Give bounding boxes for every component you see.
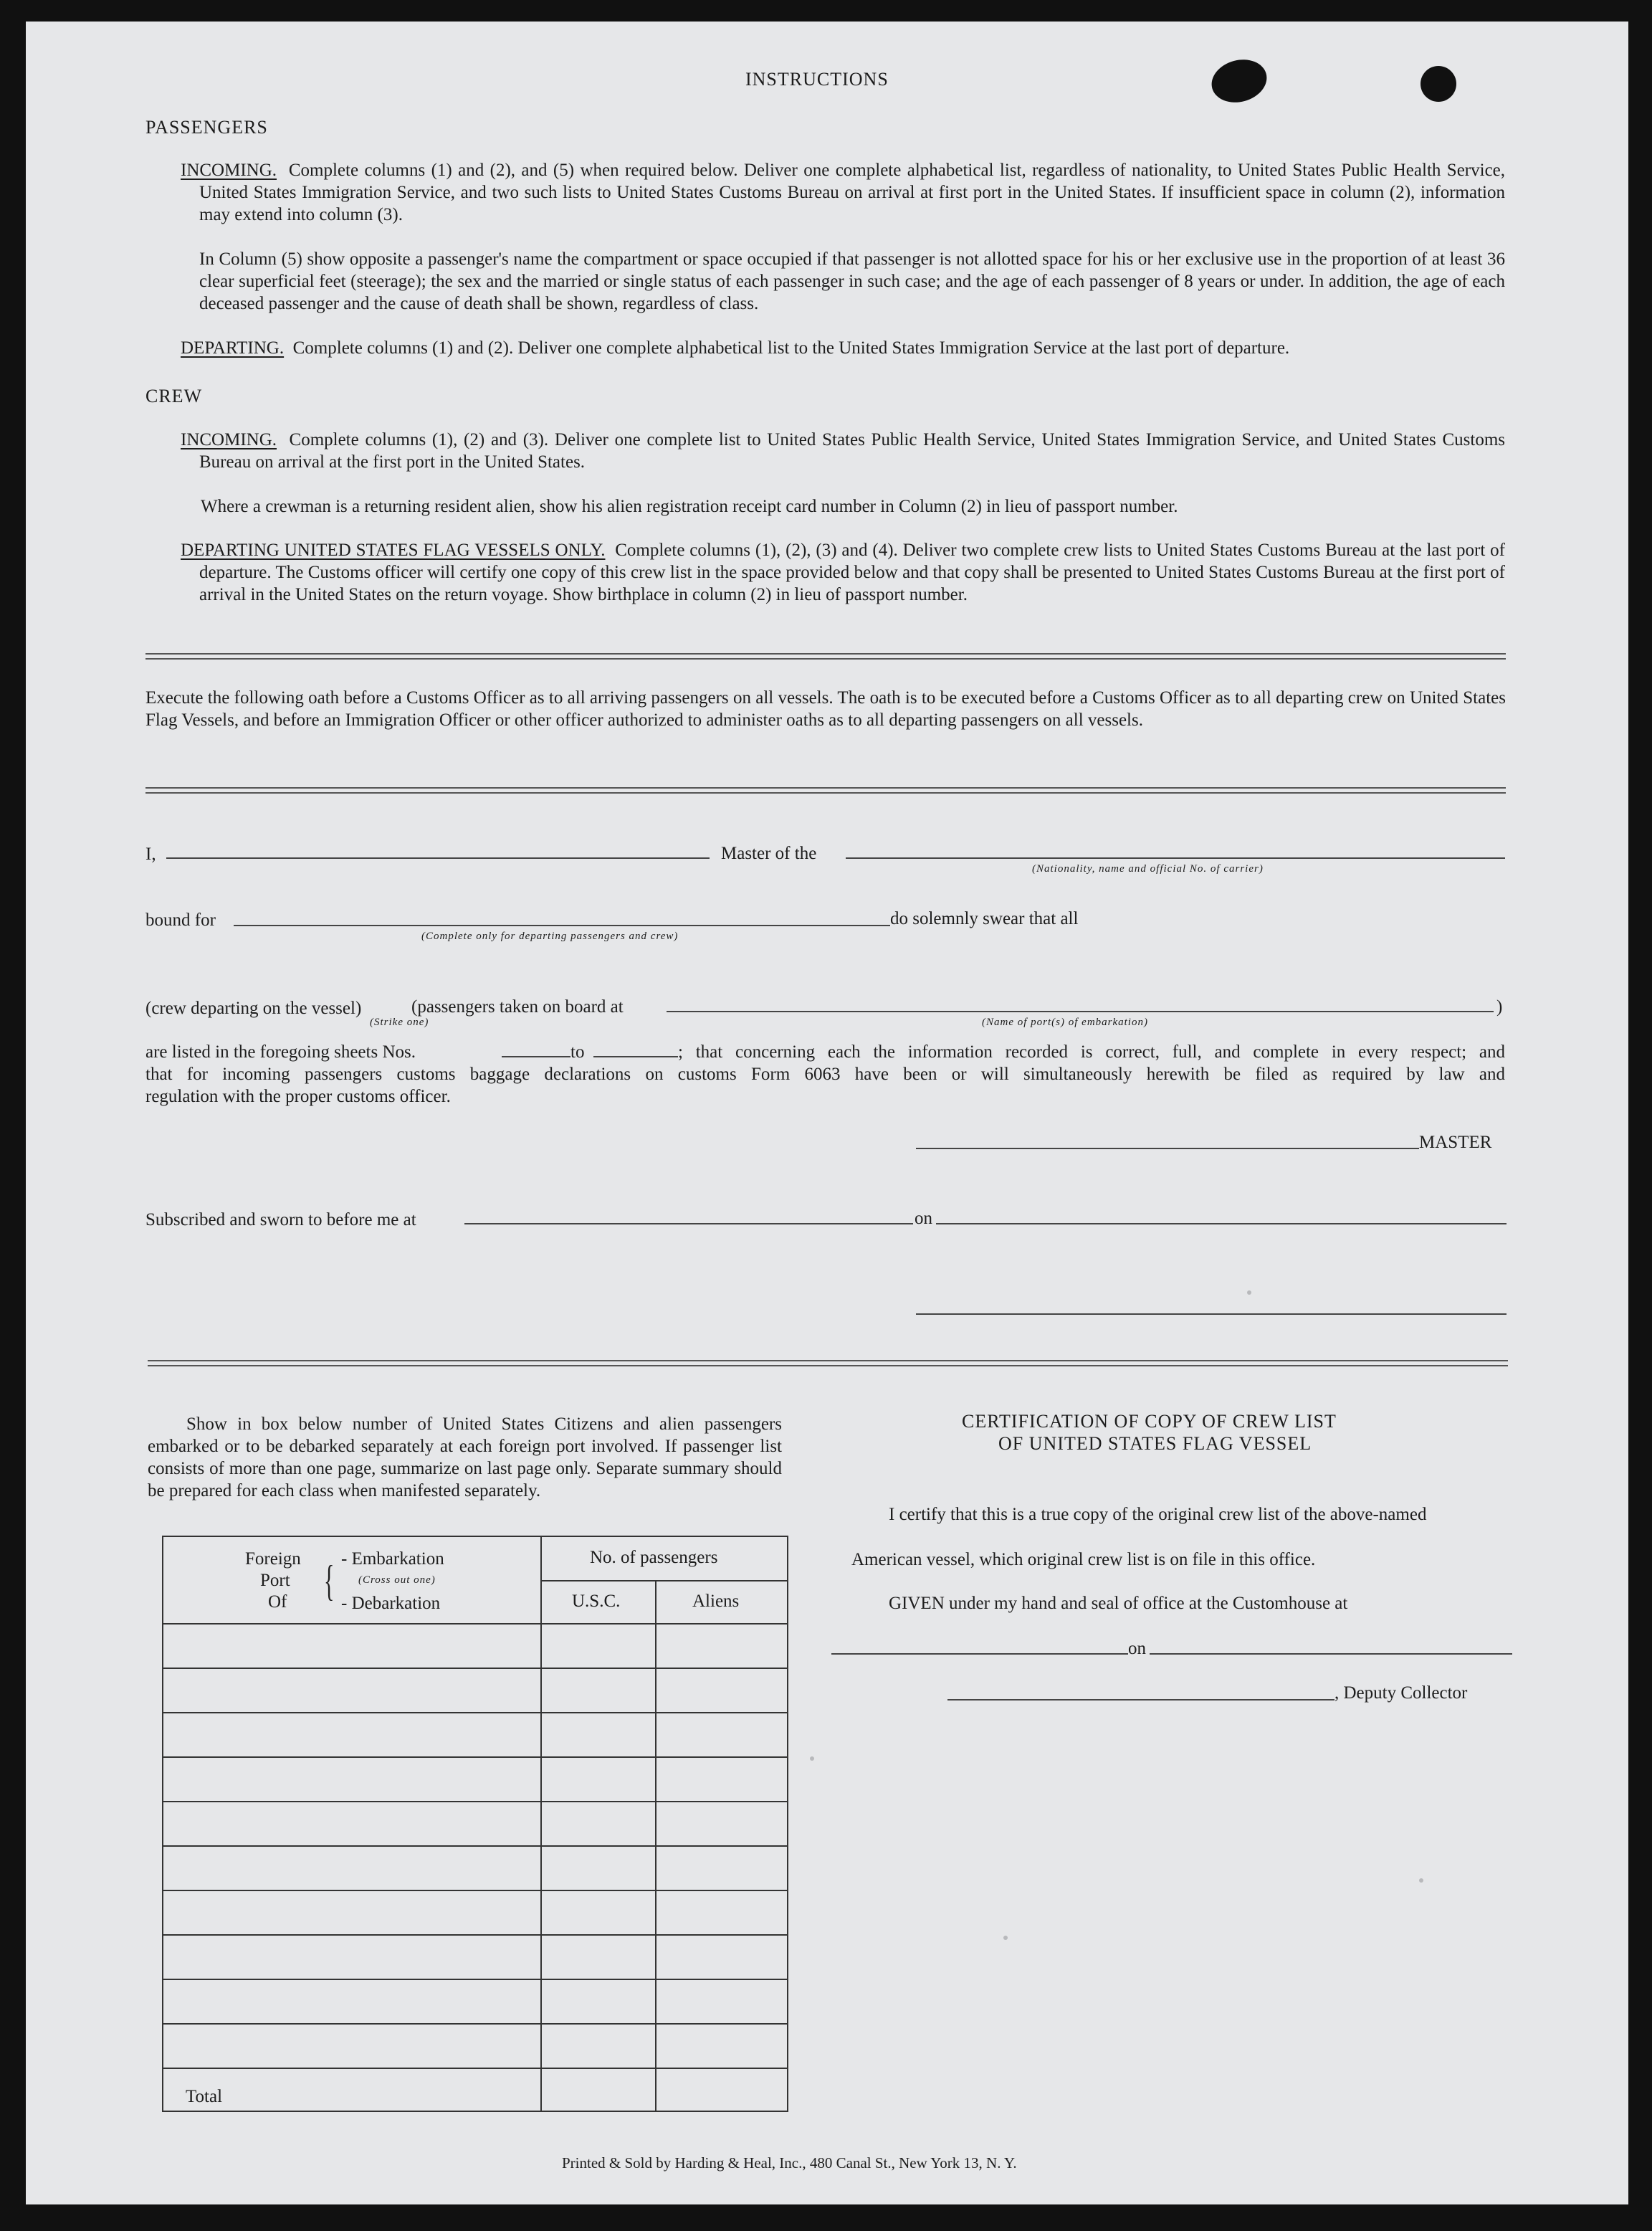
column5-text: In Column (5) show opposite a passenger's name the compartment or space occupied if that passenger is not allotted space for his or her exclusive use in the proportion of at least 36 clear superficial feet (steerage); the sex and the married or single status of each passenger in such case; and the age of each passenger of 8 years or under. In addition, the age of each deceased passenger and the cause of death shall be shown, regardless of class. (199, 249, 1505, 313)
embarkation-option[interactable]: - Embarkation (341, 1549, 444, 1569)
passenger-summary-table (162, 1536, 788, 2112)
subscribed-label: Subscribed and sworn to before me at (145, 1210, 416, 1229)
swear-label: do solemnly swear that all (890, 909, 1079, 928)
sheet-to-field[interactable] (593, 1056, 678, 1057)
total-label: Total (186, 2087, 223, 2106)
page-title: INSTRUCTIONS (745, 69, 889, 90)
cross-out-hint: (Cross out one) (358, 1574, 436, 1586)
passengers-departing-text (181, 337, 1289, 359)
scan-speck (810, 1756, 814, 1761)
crew-incoming-label: INCOMING. (181, 430, 277, 449)
scan-speck (1419, 1878, 1423, 1883)
scan-speck (1003, 1936, 1008, 1940)
table-row-line (162, 1756, 787, 1758)
crew-heading: CREW (145, 386, 203, 406)
table-row-line (162, 2068, 787, 2069)
crew-departing-body: Complete columns (1), (2), (3) and (4). Deliver two complete crew lists to United States Customs Bureau at the last port of departure. The Customs officer will certify one copy of this crew list in the space provided below and that copy shall be presented to United States Customs Bureau at the first port of arrival in the United States on the return voyage. Show birthplace in column (2) in lieu of passport number. (199, 541, 1505, 604)
summary-instructions: Show in box below number of United States Citizens and alien passengers embarked or to be debarked separately at each foreign port involved. If passenger list consists of more than one page, summarize on last page only. Separate summary should be prepared for each class when manifested separately. (148, 1414, 782, 1500)
statement-line-1: ; that concerning each the information recorded is correct, full, and complete in every respect; and (678, 1042, 1505, 1062)
certification-title-2: OF UNITED STATES FLAG VESSEL (998, 1433, 1312, 1454)
no-of-passengers-header: No. of passengers (590, 1548, 718, 1567)
bound-for-field[interactable] (234, 925, 890, 926)
crew-incoming-body: Complete columns (1), (2) and (3). Deliver one complete list to United States Public Health Service, United States Immigration Service, and United States Customs Bureau on arrival at the first port in the United States. (199, 430, 1506, 472)
certification-title-1: CERTIFICATION OF COPY OF CREW LIST (962, 1411, 1337, 1432)
master-signature-field[interactable] (916, 1148, 1419, 1149)
nationality-hint: (Nationality, name and official No. of carrier) (1032, 863, 1264, 875)
listed-label: are listed in the foregoing sheets Nos. (145, 1042, 416, 1062)
port-hint: (Name of port(s) of embarkation) (982, 1017, 1148, 1028)
section-divider (145, 653, 1506, 660)
table-divider (162, 1623, 787, 1625)
scan-speck (1247, 1290, 1251, 1295)
master-name-field[interactable] (166, 857, 710, 859)
crew-incoming-text (181, 429, 1506, 473)
ink-blot (1421, 66, 1456, 102)
bound-hint: (Complete only for departing passengers and crew) (421, 931, 679, 942)
brace-icon: { (324, 1557, 335, 1604)
foreign-label: Foreign (245, 1549, 301, 1569)
crew-resident-text: Where a crewman is a returning resident alien, show his alien registration receipt card number in Column (2) in lieu of passport number. (201, 497, 1178, 516)
oath-instruction: Execute the following oath before a Customs Officer as to all arriving passengers on all vessels. The oath is to be executed before a Customs Officer as to all departing crew on United States Flag Vessels, and before an Immigration Officer or other officer authorized to administer oaths as to all departing passengers on all vessels. (145, 688, 1506, 730)
passengers-heading: PASSENGERS (145, 117, 268, 138)
table-row-line (162, 1845, 787, 1847)
crew-departing-label: DEPARTING UNITED STATES FLAG VESSELS ONLY. (181, 541, 606, 560)
section-divider (148, 1360, 1508, 1366)
passengers-incoming-body: Complete columns (1) and (2), and (5) when required below. Deliver one complete alphabetical list, regardless of nationality, to United States Public Health Service, United States Immigration Service, and two such lists to United States Customs Bureau on arrival at first port in the United States. If insufficient space in column (2), information may extend into column (3). (199, 161, 1506, 224)
statement-line-2: that for incoming passengers customs baggage declarations on customs Form 6063 have been or will simultaneously herewith be filed as required by law and (145, 1065, 1505, 1084)
aliens-header: Aliens (692, 1592, 740, 1611)
deputy-collector-signature[interactable] (947, 1699, 1335, 1700)
to-label: to (570, 1042, 585, 1062)
printer-footer: Printed & Sold by Harding & Heal, Inc., 480 Canal St., New York 13, N. Y. (562, 2154, 1017, 2171)
table-divider (540, 1580, 787, 1581)
port-label: Port (260, 1571, 290, 1590)
usc-header: U.S.C. (572, 1592, 621, 1611)
carrier-field[interactable] (846, 857, 1505, 859)
master-of-label: Master of the (721, 844, 817, 863)
passengers-departing-label: DEPARTING. (181, 338, 285, 358)
sheet-from-field[interactable] (502, 1056, 570, 1057)
table-row-line (162, 2023, 787, 2025)
deputy-collector-label: , Deputy Collector (1335, 1683, 1468, 1703)
table-row-line (162, 1668, 787, 1669)
master-label: MASTER (1419, 1133, 1492, 1152)
strike-hint: (Strike one) (370, 1017, 429, 1028)
crew-departing-text (181, 539, 1505, 606)
given-line: GIVEN under my hand and seal of office at the Customhouse at (889, 1594, 1348, 1613)
table-row-line (162, 1934, 787, 1936)
table-row-line (162, 1712, 787, 1713)
passengers-taken-option[interactable]: (passengers taken on board at (411, 997, 624, 1017)
embarkation-port-field[interactable] (667, 1011, 1494, 1012)
certify-line-1: I certify that this is a true copy of the original crew list of the above-named (889, 1505, 1427, 1524)
close-paren: ) (1496, 997, 1503, 1017)
passengers-departing-body: Complete columns (1) and (2). Deliver one complete alphabetical list to the United States Immigration Service at the last port of departure. (292, 338, 1290, 358)
certification-on-label: on (1128, 1639, 1146, 1658)
statement-line-3: regulation with the proper customs officer. (145, 1087, 451, 1106)
section-divider (145, 787, 1506, 794)
of-label: Of (268, 1592, 287, 1612)
sworn-date-field[interactable] (936, 1223, 1507, 1224)
debarkation-option[interactable]: - Debarkation (341, 1594, 441, 1613)
oath-i-label: I, (145, 845, 156, 864)
certification-date-field[interactable] (1150, 1653, 1512, 1655)
table-row-line (162, 1890, 787, 1891)
customhouse-field[interactable] (831, 1653, 1128, 1655)
table-row-line (162, 1979, 787, 1980)
bound-for-label: bound for (145, 910, 216, 930)
table-row-line (162, 1801, 787, 1802)
passengers-incoming-label: INCOMING. (181, 161, 277, 180)
sworn-place-field[interactable] (464, 1223, 913, 1224)
oath-on-label: on (915, 1209, 932, 1228)
crew-departing-option[interactable]: (crew departing on the vessel) (145, 999, 362, 1018)
officer-signature-field[interactable] (916, 1313, 1507, 1315)
passengers-incoming-text (181, 159, 1506, 226)
certify-line-2: American vessel, which original crew list is on file in this office. (851, 1550, 1316, 1569)
